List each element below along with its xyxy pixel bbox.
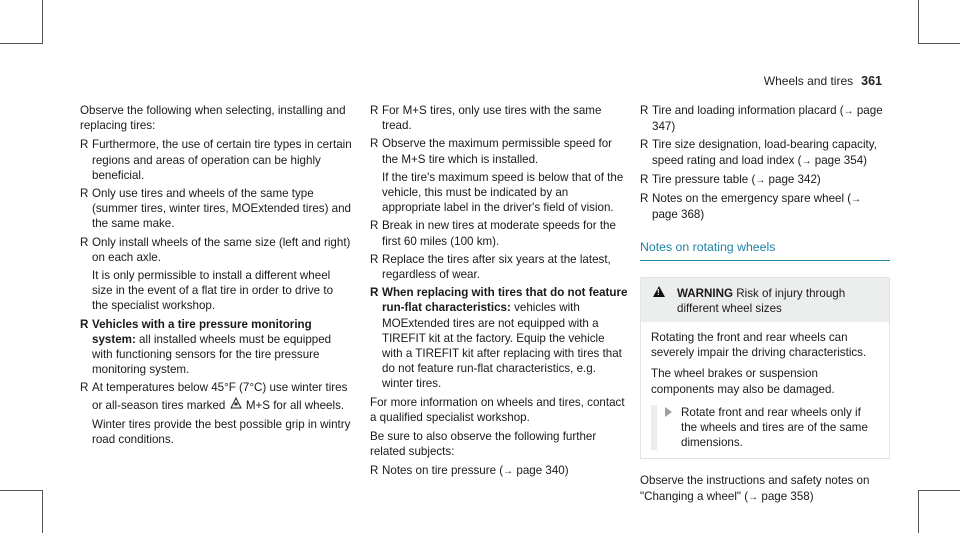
text-part: Observe the instructions and safety notes on "Changing a wheel" ( [640,474,870,503]
list-item [370,252,628,282]
warning-body [641,322,889,458]
warning-icon [653,286,665,297]
warning-box [640,277,890,460]
action-text: Rotate front and rear wheels only if the wheels and tires are of the same dimensions. [681,405,868,450]
list-item [80,186,352,232]
column-1 [80,103,352,450]
crop-mark [918,0,919,44]
item-body: all installed wheels must be equipped with functioning sensors for the tire pressure monitoring system. [92,332,332,377]
bullet-icon: R [370,464,379,478]
crop-mark [918,490,960,491]
list-item[interactable] [640,191,890,222]
warning-label: WARNING [677,286,734,300]
list-item [80,317,352,378]
item-text: Only install wheels of the same size (left and right) on each axle. [92,235,351,264]
play-icon [665,407,672,417]
item-text [92,317,352,378]
bullet-icon: R [80,138,89,152]
bullet-icon: R [370,137,379,151]
bullet-icon: R [80,235,89,249]
arrow-icon: → [851,194,862,206]
list-item [370,103,628,133]
crop-mark [0,43,42,44]
item-text: If the tire's maximum speed is below that of the vehicle, this must be indicated by an appropriate label in the driver's field of vision. [382,170,624,215]
arrow-icon: → [843,106,854,117]
item-text: For M+S tires, only use tires with the same tread. [382,104,602,133]
bullet-list [370,463,628,479]
item-text: Only use tires and wheels of the same type (summer tires, winter tires, MOExtended tires) and the same make. [92,187,352,231]
crop-mark [918,43,960,44]
bullet-list [370,103,628,392]
list-item[interactable] [640,137,890,168]
bullet-icon: R [640,138,649,152]
item-heading: Vehicles with a tire pressure monitoring system: [92,317,312,346]
bullet-icon: R [370,252,379,266]
page-reference-link[interactable]: page 358) [761,489,814,503]
arrow-icon: → [748,491,759,503]
bullet-icon: R [80,317,89,331]
intro-text: Observe the following when selecting, installing and replacing tires: [80,104,346,133]
item-text [640,473,890,504]
bullet-icon: R [370,104,379,117]
bullet-icon: R [370,219,379,233]
bullet-icon: R [640,104,649,117]
item-body: vehicles with MOExtended tires are not equipped with a TIREFIT kit at the factory. Equip the vehicle with a TIREFIT kit after replacing with tires that do not feature run-flat characteristics, e.g. winter tires. [382,301,622,391]
page-reference-link[interactable]: page 347) [652,104,883,134]
page-header [764,74,882,88]
item-text [652,103,890,134]
arrow-icon: → [503,466,514,478]
bullet-icon: R [80,187,89,201]
related-subjects-text: Be sure to also observe the following further related subjects: [370,430,597,459]
warning-text: Rotating the front and rear wheels can severely impair the driving characteristics. [651,331,867,360]
item-text [652,191,890,222]
page-reference-link[interactable]: page 354) [814,153,867,167]
action-step [651,405,879,451]
more-info-text: For more information on wheels and tires, contact a qualified specialist workshop. [370,395,625,424]
crop-mark [42,0,43,44]
arrow-icon: → [801,155,812,167]
item-text: Winter tires provide the best possible grip in wintry road conditions. [92,417,351,447]
bullet-icon: R [80,381,89,395]
text-part: Tire and loading information placard ( [652,104,844,117]
text-part: Notes on tire pressure ( [382,464,504,478]
item-text: Break in new tires at moderate speeds for the first 60 miles (100 km). [382,219,616,248]
bullet-icon: R [370,286,379,300]
section-name: Wheels and tires [763,74,854,88]
item-text [382,285,628,391]
item-text [382,463,628,479]
list-item[interactable] [640,103,890,134]
bullet-icon: R [640,172,649,186]
page-number: 361 [861,74,882,88]
text-part: M+S for all wheels. [242,398,345,412]
bullet-list [640,103,890,222]
warning-header [641,278,889,322]
crop-mark [918,490,919,533]
item-heading: When replacing with tires that do not feature run-flat characteristics: [382,286,628,315]
item-text: Furthermore, the use of certain tire types in certain regions and areas of operation can be highly beneficial. [92,138,352,182]
column-2 [370,103,628,483]
list-item [370,218,628,248]
crop-mark [0,490,42,491]
list-item [80,137,352,183]
list-item [370,136,628,215]
warning-title: Risk of injury through different wheel sizes [677,286,846,315]
crop-mark [42,490,43,533]
item-text: Replace the tires after six years at the latest, regardless of wear. [382,252,611,282]
warning-text: The wheel brakes or suspension components may also be damaged. [651,367,835,396]
item-text [652,172,890,188]
item-text [652,137,890,168]
page-reference-link[interactable]: page 340) [516,464,569,478]
page-reference-link[interactable]: page 368) [652,208,705,222]
text-part: Tire pressure table ( [652,172,756,186]
mountain-snowflake-icon [229,396,243,414]
list-item [370,285,628,391]
item-text: Observe the maximum permissible speed for the M+S tire which is installed. [382,137,613,166]
list-item[interactable] [370,463,628,479]
arrow-icon: → [755,174,766,186]
list-item [80,380,352,447]
bullet-icon: R [640,192,649,206]
list-item[interactable] [640,172,890,188]
item-text [92,380,352,413]
page-reference-link[interactable]: page 342) [768,172,821,186]
text-part: Notes on the emergency spare wheel ( [652,192,852,206]
section-heading: Notes on rotating wheels [640,240,890,260]
item-text: It is only permissible to install a different wheel size in the event of a flat tire in order to drive to the specialist workshop. [92,269,334,313]
column-3 [640,103,890,509]
list-item [80,235,352,314]
text-part: At temperatures below 45°F (7°C) use winter tires or all-season tires marked [92,381,348,412]
bullet-list [80,137,352,447]
text-part: Tire size designation, load-bearing capacity, speed rating and load index ( [652,138,877,167]
